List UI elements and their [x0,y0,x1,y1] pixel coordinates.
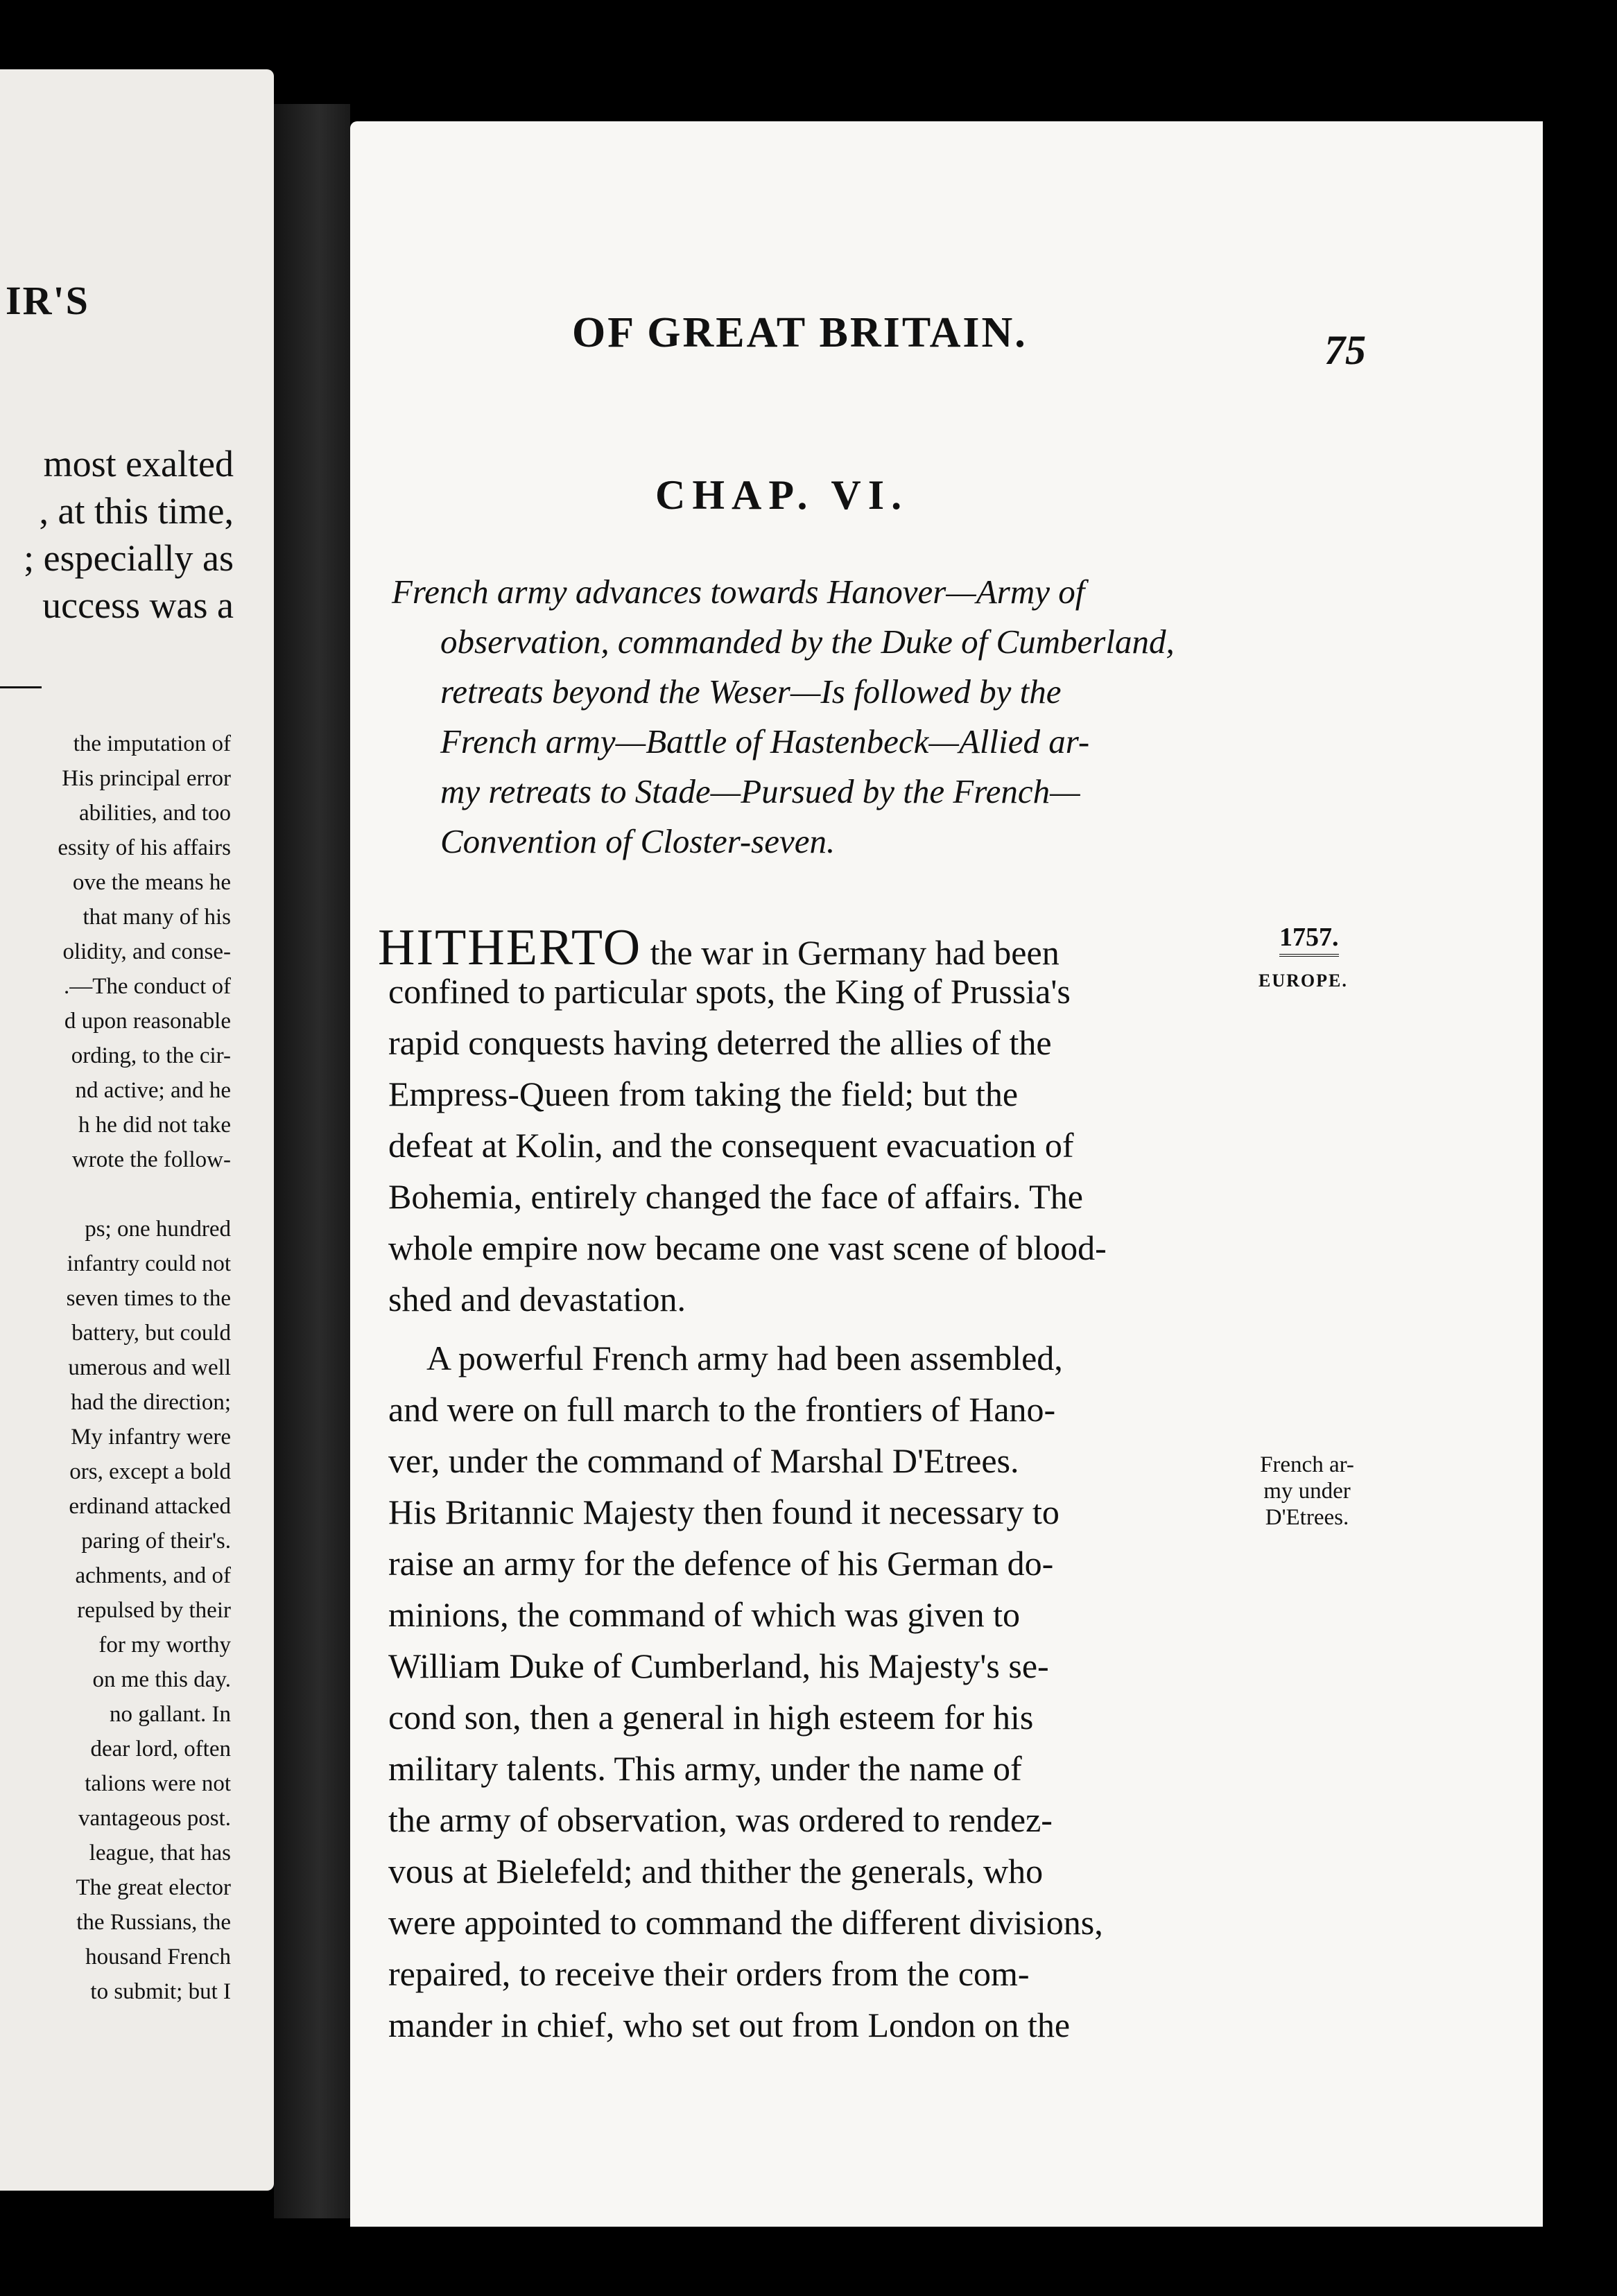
left-note-line: achments, and of [75,1563,231,1588]
left-note-line: league, that has [89,1841,231,1866]
chapter-argument-line: Convention of Closter-seven. [440,822,836,860]
left-note-line: no gallant. In [109,1702,231,1727]
left-note-line: My infantry were [71,1425,231,1450]
margin-region: EUROPE. [1259,971,1348,991]
left-text-line: ; especially as [24,537,234,579]
left-note-line: that many of his [83,905,231,930]
left-facing-page [0,69,274,2191]
body-text-line [378,919,1060,977]
left-note-line: His principal error [62,766,231,791]
left-note-line: to submit; but I [90,1979,231,2004]
body-text-line: Bohemia, entirely changed the face of affairs. The [388,1177,1083,1216]
left-note-line: ors, except a bold [69,1459,231,1484]
margin-note [1241,1452,1373,1531]
left-running-head: IR'S [6,278,89,323]
left-note-line: essity of his affairs [58,835,231,860]
chapter-argument-line: observation, commanded by the Duke of Cumberland, [440,623,1175,661]
body-text-line: minions, the command of which was given to [388,1595,1020,1634]
margin-year: 1757. [1279,923,1339,957]
left-note-line: ps; one hundred [85,1217,231,1242]
left-note-line: had the direction; [71,1390,231,1415]
body-text-line: William Duke of Cumberland, his Majesty's se- [388,1646,1049,1685]
left-text-line: most exalted [43,443,234,485]
body-text-line: mander in chief, who set out from London on the [388,2006,1071,2044]
left-note-line: the Russians, the [76,1910,231,1935]
body-text-line: defeat at Kolin, and the consequent evacuation of [388,1126,1074,1165]
left-note-line: nd active; and he [75,1078,231,1103]
left-note-line: .—The conduct of [63,974,231,999]
body-text-line: His Britannic Majesty then found it necessary to [388,1493,1060,1531]
body-text-line: were appointed to command the different divisions, [388,1903,1103,1942]
left-note-line: battery, but could [71,1321,231,1346]
chapter-argument-line: French army—Battle of Hastenbeck—Allied ar- [440,722,1090,760]
left-note-line: d upon reasonable [64,1009,231,1034]
body-text-line: whole empire now became one vast scene of blood- [388,1228,1107,1267]
margin-note-line: D'Etrees. [1265,1504,1349,1530]
left-note-line: repulsed by their [77,1598,231,1623]
right-page [350,121,1543,2227]
margin-note-line: French ar- [1260,1452,1354,1477]
left-note-line: ove the means he [72,870,231,895]
left-note-line: dear lord, often [90,1737,231,1762]
left-note-line: seven times to the [66,1286,231,1311]
left-note-line: umerous and well [68,1355,231,1380]
body-text-line: shed and devastation. [388,1280,686,1319]
left-text-line: , at this time, [39,490,234,532]
book-gutter [274,104,350,2218]
left-note-line: housand French [85,1945,231,1969]
body-text-line: A powerful French army had been assembled, [426,1339,1063,1377]
body-text-line: Empress-Queen from taking the field; but the [388,1075,1019,1113]
left-note-line: The great elector [76,1875,231,1900]
body-text-line: repaired, to receive their orders from the com- [388,1954,1030,1993]
left-section-rule [0,686,42,688]
body-text-line: confined to particular spots, the King of Prussia's [388,972,1071,1011]
chapter-argument-line: retreats beyond the Weser—Is followed by the [440,672,1062,711]
page-number: 75 [1324,327,1366,373]
left-note-line: h he did not take [78,1113,231,1138]
left-text-line: uccess was a [42,584,234,626]
body-text-line: and were on full march to the frontiers of Hano- [388,1390,1056,1429]
left-note-line: on me this day. [92,1667,231,1692]
left-note-line: wrote the follow- [71,1147,231,1172]
margin-note-line: my under [1263,1478,1351,1504]
left-note-line: infantry could not [67,1251,231,1276]
body-text-line: ver, under the command of Marshal D'Etrees. [388,1441,1019,1480]
body-text-line: military talents. This army, under the name of [388,1749,1022,1788]
left-note-line: ording, to the cir- [71,1043,231,1068]
left-note-line: paring of their's. [81,1529,231,1554]
body-text-line: the army of observation, was ordered to rendez- [388,1800,1053,1839]
body-text-line: vous at Bielefeld; and thither the generals, who [388,1852,1044,1890]
chapter-argument-line: my retreats to Stade—Pursued by the French— [440,772,1080,810]
body-text-line: rapid conquests having deterred the allies of the [388,1023,1052,1062]
left-note-line: abilities, and too [78,801,231,826]
chapter-argument-line: French army advances towards Hanover—Army of [392,573,1085,611]
running-head: OF GREAT BRITAIN. [572,309,1028,356]
body-text-line: cond son, then a general in high esteem for his [388,1698,1034,1737]
left-note-line: erdinand attacked [69,1494,231,1519]
drop-cap-word: HITHERTO [378,919,642,976]
left-note-line: the imputation of [73,731,231,756]
chapter-title: CHAP. VI. [655,472,909,518]
left-note-line: vantageous post. [78,1806,231,1831]
body-text-line: raise an army for the defence of his German do- [388,1544,1054,1583]
left-note-line: olidity, and conse- [62,939,231,964]
left-note-line: for my worthy [98,1633,231,1658]
body-text-line-rest: the war in Germany had been [650,933,1060,972]
left-note-line: talions were not [85,1771,231,1796]
